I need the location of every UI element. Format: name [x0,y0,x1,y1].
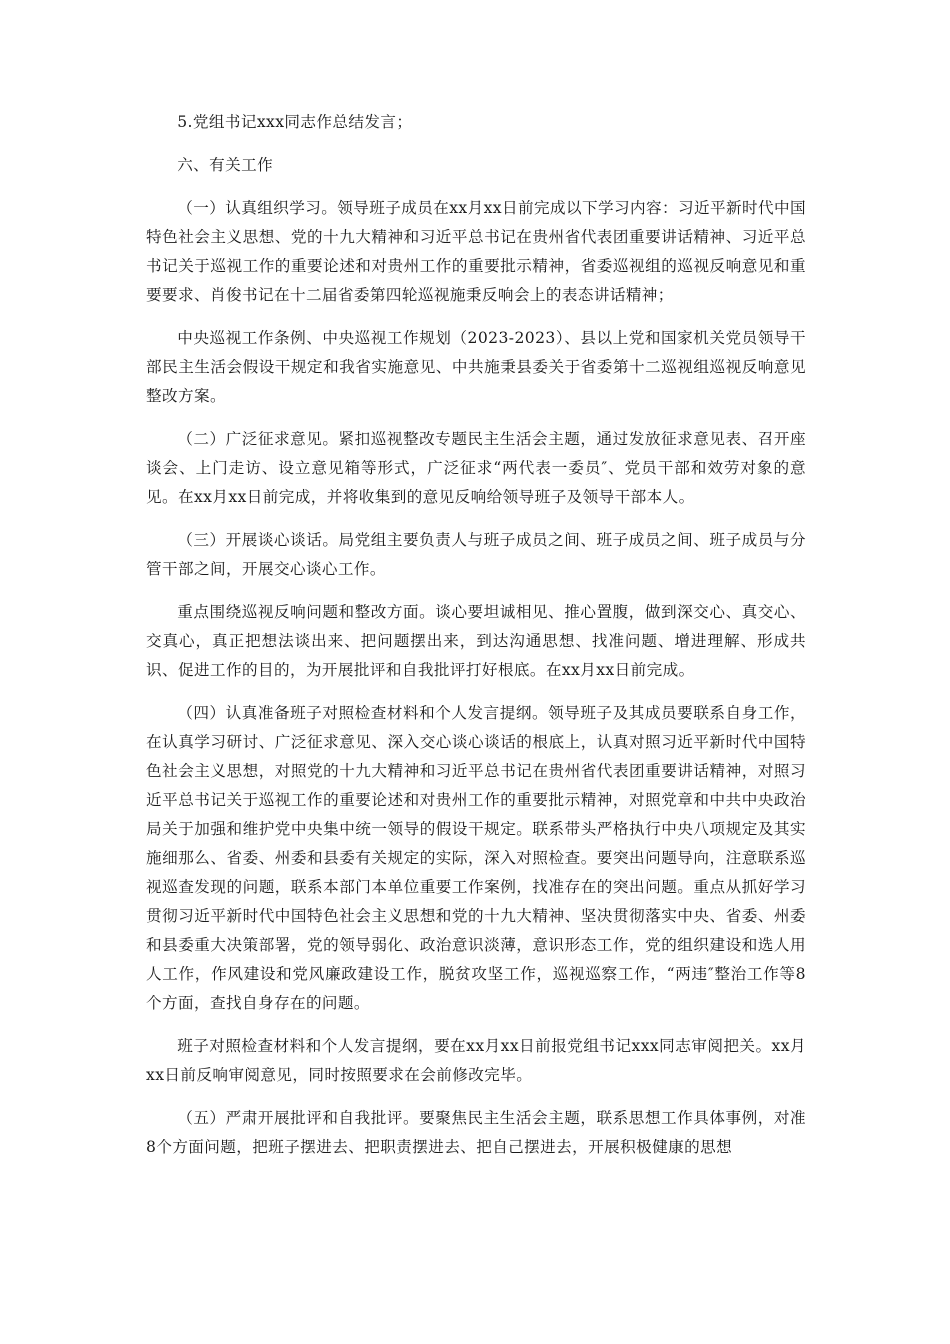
paragraph-heart-to-heart-talks: （三）开展谈心谈话。局党组主要负责人与班子成员之间、班子成员之间、班子成员与分管干部之间，开展交心谈心工作。 [146,531,806,578]
paragraph-organize-study: （一）认真组织学习。领导班子成员在xx月xx日前完成以下学习内容：习近平新时代中国特色社会主义思想、党的十九大精神和习近平总书记在贵州省代表团重要讲话精神、习近平总书记关于巡视工作的重要论述和对贵州工作的重要批示精神，省委巡视组的巡视反响意见和重要要求、肖俊书记在十二届省委第四轮巡视施秉反响会上的表态讲话精神； [146,199,806,304]
paragraph-solicit-opinions: （二）广泛征求意见。紧扣巡视整改专题民主生活会主题，通过发放征求意见表、召开座谈会、上门走访、设立意见箱等形式，广泛征求“两代表一委员″、党员干部和效劳对象的意见。在xx月xx日前完成，并将收集到的意见反响给领导班子及领导干部本人。 [146,430,806,506]
paragraph-review-deadline: 班子对照检查材料和个人发言提纲，要在xx月xx日前报党组书记xxx同志审阅把关。xx月xx日前反响审阅意见，同时按照要求在会前修改完毕。 [146,1037,806,1084]
paragraph-study-materials: 中央巡视工作条例、中央巡视工作规划（2023-2023）、县以上党和国家机关党员领导干部民主生活会假设干规定和我省实施意见、中共施秉县委关于省委第十二巡视组巡视反响意见整改方案。 [146,329,806,405]
paragraph-talk-focus: 重点围绕巡视反响问题和整改方面。谈心要坦诚相见、推心置腹，做到深交心、真交心、交真心，真正把想法谈出来、把问题摆出来，到达沟通思想、找准问题、增进理解、形成共识、促进工作的目的，为开展批评和自我批评打好根底。在xx月xx日前完成。 [146,603,806,679]
paragraph-criticism-self-criticism: （五）严肃开展批评和自我批评。要聚焦民主生活会主题，联系思想工作具体事例，对准8个方面问题，把班子摆进去、把职责摆进去、把自己摆进去，开展积极健康的思想 [146,1109,806,1156]
section-heading-related-work: 六、有关工作 [177,156,274,174]
closing-speech-item: 5.党组书记xxx同志作总结发言； [177,113,413,131]
paragraph-prepare-materials: （四）认真准备班子对照检查材料和个人发言提纲。领导班子及其成员要联系自身工作，在认真学习研讨、广泛征求意见、深入交心谈心谈话的根底上，认真对照习近平新时代中国特色社会主义思想，对照党的十九大精神和习近平总书记在贵州省代表团重要讲话精神，对照习近平总书记关于巡视工作的重要论述和对贵州工作的重要批示精神，对照党章和中共中央政治局关于加强和维护党中央集中统一领导的假设干规定。联系带头严格执行中央八项规定及其实施细那么、省委、州委和县委有关规定的实际，深入对照检查。要突出问题导向，注意联系巡视巡查发现的问题，联系本部门本单位重要工作案例，找准存在的突出问题。重点从抓好学习贯彻习近平新时代中国特色社会主义思想和党的十九大精神、坚决贯彻落实中央、省委、州委和县委重大决策部署，党的领导弱化、政治意识淡薄，意识形态工作，党的组织建设和选人用人工作，作风建设和党风廉政建设工作，脱贫攻坚工作，巡视巡察工作，“两违″整治工作等8个方面，查找自身存在的问题。 [146,704,806,1012]
document-body [146,108,806,1176]
